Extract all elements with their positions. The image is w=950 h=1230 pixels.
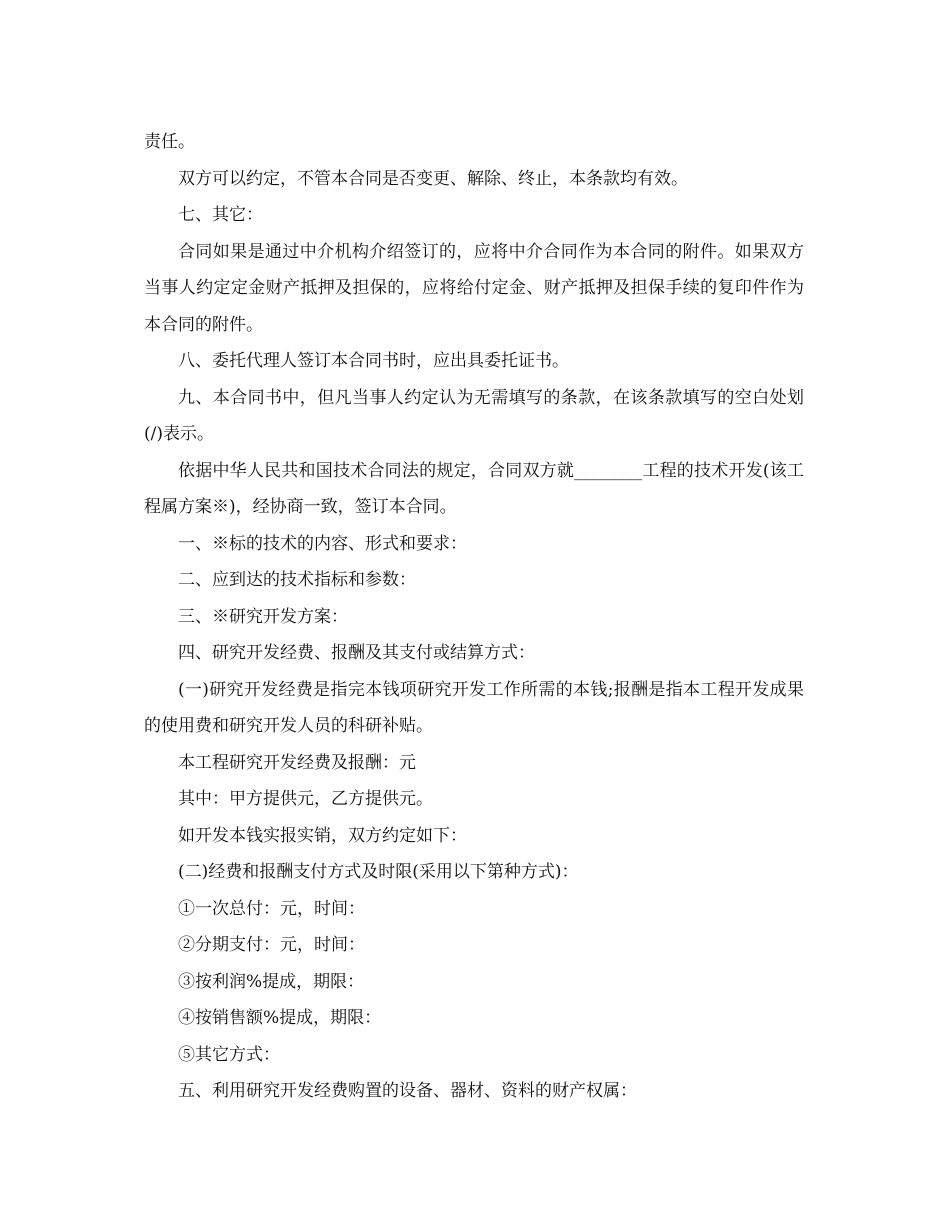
payment-option-1: ①一次总付：元，时间： <box>178 898 365 919</box>
section-heading-4: 四、研究开发经费、报酬及其支付或结算方式： <box>178 643 535 663</box>
paragraph-2: 双方可以约定，不管本合同是否变更、解除、终止，本条款均有效。 <box>178 168 688 189</box>
paragraph-7: 依据中华人民共和国技术合同法的规定，合同双方就________工程的技术开发(该工程属方案※)，经协商一致，签订本合同。 <box>144 460 804 517</box>
paragraph-16: (二)经费和报酬支付方式及时限(采用以下第种方式)： <box>178 862 579 882</box>
paragraph-13: 本工程研究开发经费及报酬：元 <box>178 752 416 773</box>
paragraph-12: (一)研究开发经费是指完本钱项研究开发工作所需的本钱;报酬是指本工程开发成果的使用费和研究开发人员的科研补贴。 <box>144 679 804 736</box>
section-heading-1: 一、※标的技术的内容、形式和要求： <box>178 533 467 554</box>
section-heading-5: 五、利用研究开发经费购置的设备、器材、资料的财产权属： <box>178 1081 637 1101</box>
payment-option-4: ④按销售额%提成，期限： <box>178 1008 382 1028</box>
paragraph-14: 其中：甲方提供元，乙方提供元。 <box>178 789 433 809</box>
payment-option-3: ③按利润%提成，期限： <box>178 971 365 992</box>
section-heading-7: 七、其它： <box>178 205 263 225</box>
paragraph-1: 责任。 <box>144 132 195 152</box>
paragraph-4: 合同如果是通过中介机构介绍签订的，应将中介合同作为本合同的附件。如果双方当事人约定定金财产抵押及担保的，应将给付定金、财产抵押及担保手续的复印件作为本合同的附件。 <box>144 241 804 335</box>
payment-option-2: ②分期支付：元，时间： <box>178 935 365 955</box>
paragraph-15: 如开发本钱实报实销，双方约定如下： <box>178 825 467 846</box>
document-body <box>144 124 804 1110</box>
section-heading-2: 二、应到达的技术指标和参数： <box>178 570 416 590</box>
section-heading-8: 八、委托代理人签订本合同书时，应出具委托证书。 <box>178 351 569 371</box>
section-heading-9: 九、本合同书中，但凡当事人约定认为无需填写的条款，在该条款填写的空白处划(/)表示。 <box>144 387 804 444</box>
section-heading-3: 三、※研究开发方案： <box>178 606 348 627</box>
payment-option-5: ⑤其它方式： <box>178 1044 280 1065</box>
